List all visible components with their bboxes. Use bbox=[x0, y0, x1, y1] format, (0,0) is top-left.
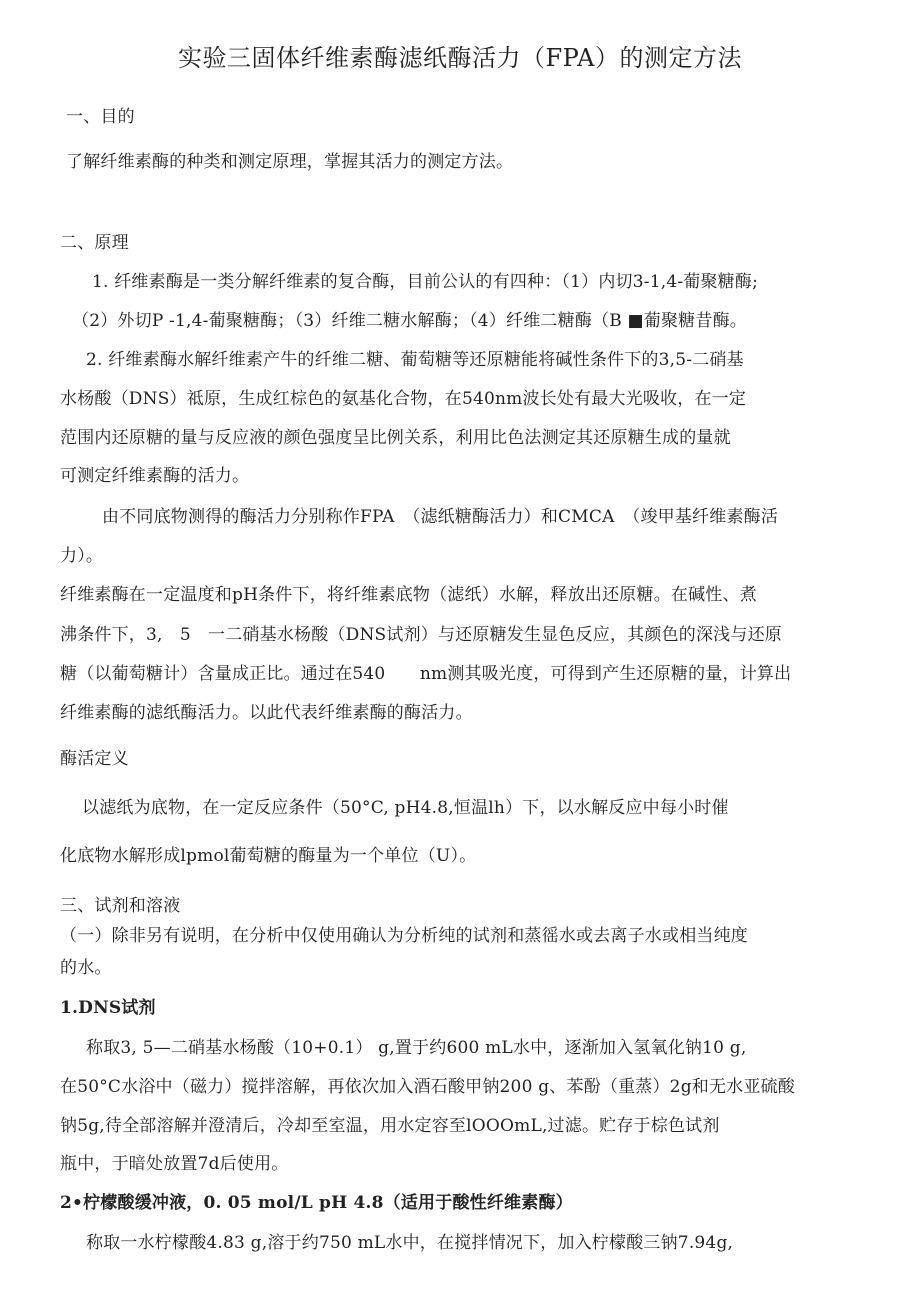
paragraph-line: 1. 纤维素酶是一类分解纤维素的复合酶，目前公认的有四种：（1）内切3-1,4-葡聚糖酶; bbox=[92, 272, 759, 292]
document-title: 实验三固体纤维素酶滤纸酶活力（FPA）的测定方法 bbox=[178, 44, 742, 72]
paragraph-line: 了解纤维素酶的种类和测定原理，掌握其活力的测定方法。 bbox=[66, 152, 514, 172]
paragraph-line: 纤维素酶在一定温度和pH条件下，将纤维素底物（滤纸）水解，释放出还原糖。在碱性、煮 bbox=[60, 585, 757, 605]
paragraph-line: （一）除非另有说明，在分析中仅使用确认为分析纯的试剂和蒸徭水或去离子水或相当纯度 bbox=[60, 926, 748, 946]
paragraph-line: 瓶中，于暗处放置7d后使用。 bbox=[60, 1154, 289, 1174]
subheading-activity-definition: 酶活定义 bbox=[60, 749, 129, 769]
paragraph-line: 钠5g,待全部溶解并澄清后，冷却至室温，用水定容至lOOOmL,过滤。贮存于棕色试剂 bbox=[60, 1116, 720, 1136]
paragraph-line: 称取一水柠檬酸4.83 g,溶于约750 mL水中，在搅拌情况下，加入柠檬酸三钠7.94g, bbox=[86, 1233, 734, 1253]
paragraph-line: 范围内还原糖的量与反应液的颜色强度呈比例关系，利用比色法测定其还原糖生成的量就 bbox=[60, 428, 731, 448]
subheading-dns-reagent: 1.DNS试剂 bbox=[60, 998, 156, 1018]
paragraph-line: 在50°C水浴中（磁力）搅拌溶解，再依次加入酒石酸甲钠200 g、苯酚（重蒸）2g和无水亚硫酸 bbox=[60, 1077, 795, 1097]
section-heading-reagents: 三、试剂和溶液 bbox=[60, 896, 181, 916]
paragraph-line: 以滤纸为底物，在一定反应条件（50°C, pH4.8,恒温lh）下，以水解反应中每小时催 bbox=[82, 798, 729, 818]
paragraph-line: 可测定纤维素酶的活力。 bbox=[60, 466, 250, 486]
paragraph-line: 沸条件下，3, 5 一二硝基水杨酸（DNS试剂）与还原糖发生显色反应，其颜色的深浅与还原 bbox=[60, 625, 782, 645]
section-heading-principle: 二、原理 bbox=[60, 233, 129, 253]
paragraph-line: 糖（以葡萄糖计）含量成正比。通过在540 nm测其吸光度，可得到产生还原糖的量，计算出 bbox=[60, 664, 792, 684]
paragraph-line: 2. 纤维素酶水解纤维素产牛的纤维二糖、葡萄糖等还原糖能将碱性条件下的3,5-二硝基 bbox=[86, 350, 744, 370]
paragraph-line: 由不同底物测得的酶活力分别称作FPA （滤纸糖酶活力）和CMCA （竣甲基纤维素酶活 bbox=[102, 507, 779, 527]
section-heading-purpose: 一、目的 bbox=[66, 107, 135, 127]
subheading-citrate-buffer: 2•柠檬酸缓冲液，0. 05 mol/L pH 4.8（适用于酸性纤维素酶） bbox=[60, 1193, 573, 1213]
paragraph-line: 的水。 bbox=[60, 958, 112, 978]
paragraph-line: （2）外切P -1,4-葡聚糖酶；（3）纤维二糖水解酶；（4）纤维二糖酶（B ■葡聚糖昔酶。 bbox=[72, 311, 747, 331]
paragraph-line: 化底物水解形成lpmol葡萄糖的酶量为一个单位（U）。 bbox=[60, 846, 477, 866]
paragraph-line: 水杨酸（DNS）祗原，生成红棕色的氨基化合物，在540nm波长处有最大光吸收，在一定 bbox=[60, 389, 747, 409]
paragraph-line: 纤维素酶的滤纸酶活力。以此代表纤维素酶的酶活力。 bbox=[60, 703, 473, 723]
paragraph-line: 力）。 bbox=[60, 546, 104, 566]
paragraph-line: 称取3, 5—二硝基水杨酸（10+0.1） g,置于约600 mL水中，逐渐加入氢氧化钠10 g, bbox=[86, 1038, 747, 1058]
